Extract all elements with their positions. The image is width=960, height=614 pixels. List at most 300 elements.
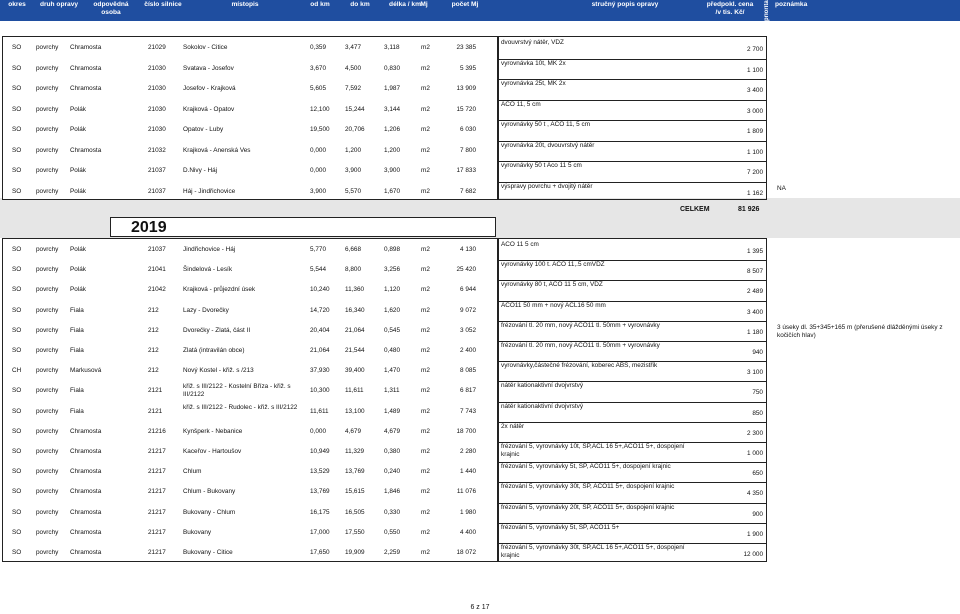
cell-od: 0,000 [310,167,326,174]
cell-od: 10,240 [310,286,330,294]
cell-pocet-mj: 7 682 [460,187,476,195]
cell-od: 16,175 [310,508,330,516]
cell-silnice: 21037 [148,167,166,174]
cell-osoba: Chramosta [70,508,102,516]
row-divider [498,79,767,80]
cell-poznamka: 3 úseky dl. 35+345+165 m (přerušené dlážděnými úseky z kočičích hlav) [777,323,943,339]
cell-pocet-mj: 6 030 [460,126,476,133]
header-mistopis: místopis [231,1,259,8]
row-divider [498,120,767,121]
cell-druh: povrchy [36,85,59,92]
cell-od: 10,300 [310,387,330,395]
table-row [0,422,960,442]
cell-popis: výspravy povrchu + dvojitý nátěr [501,182,593,190]
cell-popis: vyrovnávka 10t, MK 2x [501,59,566,67]
cell-do: 16,340 [345,306,365,314]
cell-silnice: 21032 [148,146,166,154]
cell-pocet-mj: 2 280 [460,448,476,455]
cell-pocet-mj: 13 909 [456,85,476,92]
row-divider [498,503,767,504]
table-row [0,79,960,100]
cell-od: 5,544 [310,266,326,274]
cell-druh: povrchy [36,407,59,415]
header-mj: Mj [420,1,428,8]
cell-okres: SO [12,126,22,133]
cell-okres: SO [12,427,22,435]
row-divider [498,543,767,544]
cell-okres: SO [12,85,22,92]
cell-popis: vyrovnávky,částečné frézování, koberec ABS, mezistřik [501,362,658,370]
cell-silnice: 21029 [148,44,166,51]
row-divider [498,161,767,162]
cell-do: 19,909 [345,549,365,556]
table-row [0,120,960,141]
table-row [0,100,960,121]
cell-cena: 3 100 [747,369,763,377]
cell-delka: 1,120 [384,286,400,294]
cell-mistopis: Jindřichovice - Háj [183,246,236,253]
cell-do: 5,570 [345,187,361,195]
cell-druh: povrchy [36,367,59,375]
cell-do: 17,550 [345,528,365,536]
cell-popis: vyrovnávka 25t, MK 2x [501,80,566,87]
cell-mj: m2 [421,266,430,274]
cell-okres: SO [12,407,22,415]
cell-mj: m2 [421,126,430,133]
cell-pocet-mj: 17 833 [456,167,476,174]
cell-osoba: Polák [70,286,86,294]
cell-okres: SO [12,146,22,154]
cell-delka: 1,206 [384,126,400,133]
cell-pocet-mj: 5 395 [460,64,476,72]
cell-popis: vyrovnávky 50 t Aco 11 5 cm [501,162,582,169]
cell-silnice: 2121 [148,387,163,395]
cell-delka: 1,489 [384,407,400,415]
cell-mistopis: křiž. s III/2122 - Kostelní Bříza - křiž. s III/2122 [183,383,291,399]
cell-mj: m2 [421,549,430,556]
cell-popis: frézování 5, vyrovnávky 10t, SP,ACL 16 5+,ACO11 5+, dospojení krajnic [501,443,685,458]
cell-cena: 940 [752,349,763,356]
table-row [0,280,960,300]
cell-osoba: Chramosta [70,468,102,476]
cell-silnice: 21217 [148,448,166,455]
cell-popis: ACO11 50 mm + nový ACL16 50 mm [501,301,606,309]
cell-popis: 2x nátěr [501,422,525,430]
cell-popis: vyrovnávka 20t, dvouvrstvý nátěr [501,141,595,149]
table-header [0,0,960,21]
cell-mj: m2 [421,488,430,496]
cell-silnice: 212 [148,347,159,354]
header-popis: stručný popis opravy [591,1,659,8]
row-divider [498,462,767,463]
cell-od: 3,900 [310,187,326,195]
cell-silnice: 21216 [148,427,166,435]
row-divider [498,523,767,524]
cell-delka: 3,118 [384,44,400,51]
cell-druh: povrchy [36,64,59,72]
cell-mj: m2 [421,448,430,455]
cell-pocet-mj: 11 076 [456,488,476,496]
cell-do: 4,500 [345,64,361,72]
cell-druh: povrchy [36,126,59,133]
cell-delka: 1,846 [384,488,400,496]
cell-druh: povrchy [36,448,59,455]
row-divider [498,100,767,101]
cell-osoba: Chramosta [70,64,102,72]
cell-mistopis: Josefov - Krajková [183,85,236,92]
cell-okres: SO [12,326,22,334]
cell-silnice: 21030 [148,85,166,92]
row-divider [498,59,767,60]
cell-delka: 0,830 [384,64,400,72]
cell-od: 19,500 [310,126,330,133]
cell-do: 15,244 [345,105,365,113]
cell-do: 21,064 [345,326,365,334]
cell-osoba: Fiala [70,347,84,354]
cell-popis: nátěr kationaktivní dvojvrstvý [501,402,584,410]
cell-pocet-mj: 6 944 [460,286,476,294]
cell-mj: m2 [421,347,430,354]
cell-do: 8,800 [345,266,361,274]
cell-popis: frézování 5, vyrovnávky 5t, SP, ACO11 5+, dospojení krajnic [501,463,671,471]
row-divider [498,301,767,302]
cell-okres: SO [12,387,22,395]
cell-popis: nátěr kationaktivní dvojvrstvý [501,382,584,390]
cell-osoba: Chramosta [70,427,102,435]
cell-okres: SO [12,468,22,476]
cell-osoba: Chramosta [70,528,102,536]
cell-delka: 1,670 [384,187,400,195]
cell-mj: m2 [421,146,430,154]
cell-okres: SO [12,347,22,354]
cell-cena: 2 700 [747,46,763,53]
cell-mj: m2 [421,286,430,294]
cell-delka: 0,545 [384,326,400,334]
cell-okres: SO [12,286,22,294]
cell-mj: m2 [421,528,430,536]
cell-delka: 0,550 [384,528,400,536]
cell-cena: 3 000 [747,107,763,115]
cell-silnice: 21042 [148,286,166,294]
cell-silnice: 212 [148,367,159,375]
cell-mistopis: Dvorečky - Zlatá, část II [183,326,251,334]
header-priorita: priorita [764,0,770,21]
cell-delka: 1,470 [384,367,400,375]
cell-popis: ACO 11 5 cm [501,241,539,248]
cell-pocet-mj: 7 743 [460,407,476,415]
cell-mistopis: Bukovany [183,528,212,536]
header-pocet-mj: počet Mj [451,1,479,8]
header-cena: předpokl. cena /v tis. Kč/ [706,1,754,16]
cell-mj: m2 [421,64,430,72]
cell-mj: m2 [421,387,430,395]
cell-popis: frézování 5, vyrovnávky 30t, SP,ACL 16 5+,ACO11 5+, dospojení krajnic [501,544,685,559]
cell-od: 14,720 [310,306,330,314]
header-od-km: od km [310,1,330,8]
cell-druh: povrchy [36,508,59,516]
cell-cena: 3 400 [747,87,763,94]
cell-do: 16,505 [345,508,365,516]
cell-okres: SO [12,44,22,51]
row-divider [498,422,767,423]
row-divider [498,381,767,382]
table-row [0,341,960,361]
row-divider [498,280,767,281]
cell-od: 37,930 [310,367,330,375]
cell-popis: frézování 5, vyrovnávky 20t, SP, ACO11 5+, dospojení krajnic [501,503,675,511]
cell-mistopis: Chlum - Bukovany [183,488,236,496]
table-row [0,301,960,321]
cell-delka: 1,620 [384,306,400,314]
cell-mistopis: Opatov - Luby [183,126,224,133]
table-row [0,381,960,401]
cell-pocet-mj: 4 400 [460,528,476,536]
cell-od: 17,650 [310,549,330,556]
cell-cena: 12 000 [743,551,763,558]
cell-osoba: Chramosta [70,448,102,455]
cell-od: 20,404 [310,326,330,334]
cell-popis: ACO 11, 5 cm [501,100,541,108]
cell-mistopis: Bukovany - Citice [183,549,233,556]
cell-pocet-mj: 18 700 [456,427,476,435]
table-row [0,182,960,203]
header-cislo-silnice: číslo silnice [144,1,182,8]
cell-mistopis: Sokolov - Citice [183,44,228,51]
cell-cena: 1 180 [747,328,763,336]
table-row [0,361,960,381]
cell-pocet-mj: 9 072 [460,306,476,314]
cell-osoba: Polák [70,187,86,195]
cell-silnice: 21030 [148,126,166,133]
cell-mj: m2 [421,468,430,476]
cell-cena: 1 162 [747,189,763,197]
cell-popis: vyrovnávky 100 t. ACO 11,.5 cmVDZ [501,261,605,269]
cell-mj: m2 [421,187,430,195]
header-poznamka: poznámka [775,1,808,8]
cell-okres: SO [12,246,22,253]
cell-cena: 1 900 [747,530,763,538]
cell-druh: povrchy [36,306,59,314]
cell-mj: m2 [421,306,430,314]
row-divider [498,482,767,483]
cell-cena: 3 400 [747,308,763,316]
cell-mj: m2 [421,508,430,516]
cell-od: 0,000 [310,146,326,154]
cell-okres: SO [12,187,22,195]
cell-cena: 8 507 [747,268,763,276]
cell-mistopis: Svatava - Josefov [183,64,234,72]
cell-druh: povrchy [36,187,59,195]
cell-mj: m2 [421,367,430,375]
cell-osoba: Fiala [70,326,84,334]
cell-cena: 1 100 [747,66,763,74]
cell-cena: 850 [752,409,763,417]
cell-cena: 1 100 [747,148,763,156]
cell-druh: povrchy [36,549,59,556]
cell-cena: 900 [752,510,763,518]
cell-do: 20,706 [345,126,365,133]
cell-cena: 2 300 [747,429,763,437]
cell-pocet-mj: 23 385 [456,44,476,51]
cell-mistopis: Zlatá (intravilán obce) [183,347,245,354]
table-row [0,442,960,462]
cell-okres: SO [12,508,22,516]
cell-mj: m2 [421,246,430,253]
cell-mj: m2 [421,105,430,113]
cell-mistopis: Krajková - průjezdní úsek [183,286,256,294]
row-divider [498,321,767,322]
header-delka: délka / km [389,1,421,8]
cell-popis: vyrovnávky 50 t , ACO 11, 5 cm [501,121,591,128]
cell-od: 13,529 [310,468,330,476]
cell-osoba: Chramosta [70,85,102,92]
cell-cena: 7 200 [747,169,763,176]
cell-od: 12,100 [310,105,330,113]
cell-okres: SO [12,306,22,314]
cell-okres: SO [12,64,22,72]
cell-do: 39,400 [345,367,365,375]
cell-druh: povrchy [36,528,59,536]
table-row [0,141,960,162]
page-number: 6 z 17 [470,604,490,611]
celkem-label: CELKEM [680,206,710,213]
row-divider [498,442,767,443]
cell-osoba: Polák [70,246,86,253]
cell-mistopis: křiž. s III/2122 - Rudolec - křiž. s III/2122 [183,403,298,411]
cell-do: 11,360 [345,286,365,294]
cell-od: 5,605 [310,85,326,92]
cell-mistopis: Chlum [183,468,202,476]
cell-osoba: Chramosta [70,488,102,496]
cell-silnice: 21217 [148,528,166,536]
cell-do: 1,200 [345,146,361,154]
table-row [0,161,960,182]
row-divider [498,182,767,183]
cell-okres: SO [12,167,22,174]
cell-pocet-mj: 25 420 [456,266,476,274]
cell-cena: 2 489 [747,288,763,296]
cell-druh: povrchy [36,266,59,274]
cell-od: 13,769 [310,488,330,496]
cell-druh: povrchy [36,146,59,154]
cell-delka: 0,240 [384,468,400,476]
cell-popis: frézování tl. 20 mm, nový ACO11 tl. 50mm + vyrovnávky [501,321,660,329]
cell-pocet-mj: 8 085 [460,367,476,375]
year-heading: 2019 [110,217,496,237]
table-row [0,59,960,80]
cell-druh: povrchy [36,105,59,113]
row-divider [498,260,767,261]
cell-delka: 0,330 [384,508,400,516]
header-odpovedna-osoba: odpovědná osoba [93,1,129,16]
cell-cena: 4 350 [747,490,763,498]
cell-druh: povrchy [36,167,59,174]
cell-cena: 750 [752,389,763,397]
cell-od: 0,000 [310,427,326,435]
cell-pocet-mj: 3 052 [460,326,476,334]
cell-silnice: 21037 [148,187,166,195]
cell-cena: 1 395 [747,248,763,255]
table-row [0,240,960,260]
cell-mistopis: Šindelová - Lesík [183,266,233,274]
cell-od: 5,770 [310,246,326,253]
table-row [0,482,960,502]
cell-pocet-mj: 15 720 [456,105,476,113]
cell-do: 4,679 [345,427,361,435]
cell-mistopis: Nový Kostel - křiž. s /213 [183,367,254,375]
cell-od: 0,359 [310,44,326,51]
cell-mistopis: Krajková - Anenská Ves [183,146,251,154]
cell-osoba: Fiala [70,407,84,415]
cell-okres: SO [12,549,22,556]
row-divider [498,141,767,142]
cell-do: 3,477 [345,44,361,51]
cell-osoba: Fiala [70,306,84,314]
cell-od: 21,064 [310,347,330,354]
header-okres: okres [8,1,26,8]
cell-do: 7,592 [345,85,361,92]
cell-do: 11,329 [345,448,365,455]
cell-popis: dvouvrstvý nátěr, VDZ [501,39,564,46]
table-row [0,260,960,280]
table-row [0,462,960,482]
cell-osoba: Markusová [70,367,102,375]
cell-druh: povrchy [36,387,59,395]
cell-od: 11,611 [310,407,329,415]
header-do-km: do km [350,1,370,8]
header-druh-opravy: druh opravy [39,1,79,8]
cell-mj: m2 [421,407,430,415]
cell-od: 10,949 [310,448,330,455]
table-row [0,523,960,543]
cell-mistopis: Kaceřov - Hartoušov [183,448,242,455]
cell-druh: povrchy [36,488,59,496]
cell-silnice: 21217 [148,508,166,516]
cell-mj: m2 [421,85,430,92]
cell-cena: 1 809 [747,128,763,135]
cell-okres: SO [12,105,22,113]
cell-delka: 0,898 [384,246,400,253]
cell-delka: 0,480 [384,347,400,354]
row-divider [498,402,767,403]
cell-silnice: 21037 [148,246,166,253]
cell-osoba: Fiala [70,387,84,395]
table-row [0,38,960,59]
cell-osoba: Polák [70,266,86,274]
cell-druh: povrchy [36,427,59,435]
cell-silnice: 21041 [148,266,166,274]
table-row [0,321,960,341]
cell-pocet-mj: 1 980 [460,508,476,516]
cell-okres: SO [12,488,22,496]
cell-silnice: 212 [148,326,159,334]
cell-silnice: 21030 [148,64,166,72]
row-divider [498,341,767,342]
cell-pocet-mj: 18 072 [456,549,476,556]
cell-do: 3,900 [345,167,361,174]
table-row [0,503,960,523]
table-row [0,543,960,563]
cell-delka: 2,259 [384,549,400,556]
cell-osoba: Chramosta [70,549,102,556]
cell-druh: povrchy [36,286,59,294]
cell-mj: m2 [421,326,430,334]
cell-pocet-mj: 6 817 [460,387,476,395]
cell-okres: CH [12,367,22,375]
cell-od: 3,670 [310,64,326,72]
cell-delka: 3,256 [384,266,400,274]
cell-druh: povrchy [36,246,59,253]
